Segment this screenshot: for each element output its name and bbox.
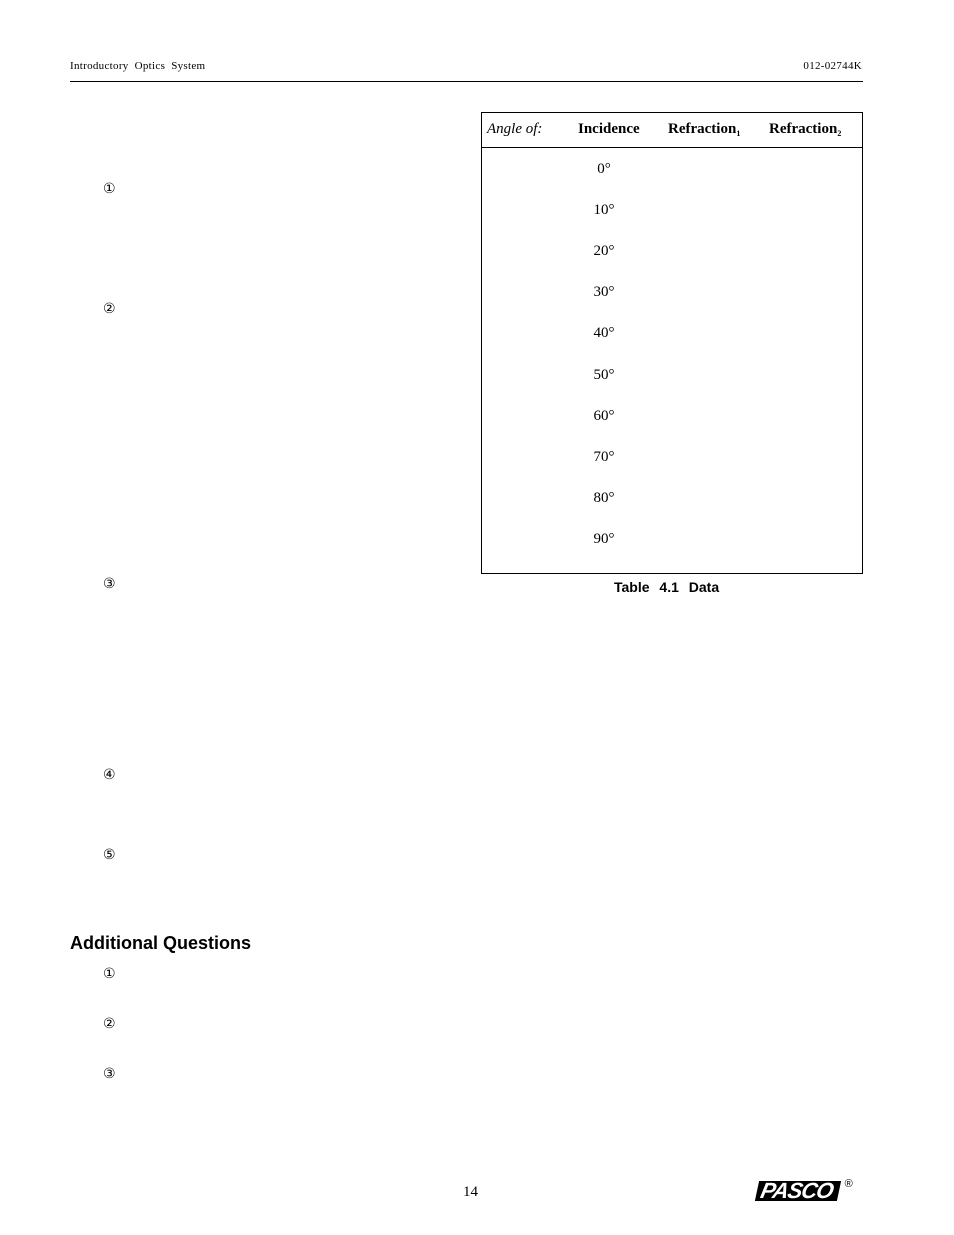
- header-refraction-1: Refraction$_1$: [668, 121, 741, 138]
- header-rule: [70, 81, 863, 82]
- data-table: [481, 112, 863, 574]
- step-marker-4: ④: [103, 767, 116, 783]
- table-row: 20°: [593, 243, 615, 259]
- section-heading: Additional Questions: [70, 933, 252, 953]
- question-marker-1: ①: [103, 966, 116, 982]
- document-number: 012-02744K: [803, 60, 862, 72]
- table-caption: Table 4.1 Data: [614, 579, 720, 595]
- step-marker-5: ⑤: [103, 847, 116, 863]
- logo-wordmark: PASCO: [755, 1181, 841, 1201]
- table-row: 10°: [593, 202, 615, 218]
- header-incidence: Incidence: [578, 121, 640, 137]
- table-row: 80°: [593, 490, 615, 506]
- table-header-row: [482, 113, 862, 148]
- table-row: 60°: [593, 408, 615, 424]
- question-marker-3: ③: [103, 1066, 116, 1082]
- table-row: 90°: [593, 531, 615, 547]
- step-marker-3: ③: [103, 576, 116, 592]
- table-row: 40°: [593, 325, 615, 341]
- page-number: 14: [463, 1184, 478, 1200]
- running-header-title: Introductory Optics System: [70, 60, 206, 72]
- step-marker-2: ②: [103, 301, 116, 317]
- table-row: 50°: [593, 367, 615, 383]
- table-row: 30°: [593, 284, 615, 300]
- table-row: 0°: [597, 161, 611, 177]
- question-marker-2: ②: [103, 1016, 116, 1032]
- pasco-logo: [757, 1178, 853, 1202]
- registered-mark: ®: [844, 1178, 853, 1190]
- step-marker-1: ①: [103, 181, 116, 197]
- header-refraction-2: Refraction$_2$: [769, 121, 842, 138]
- header-angle-of: Angle of:: [487, 121, 543, 137]
- table-row: 70°: [593, 449, 615, 465]
